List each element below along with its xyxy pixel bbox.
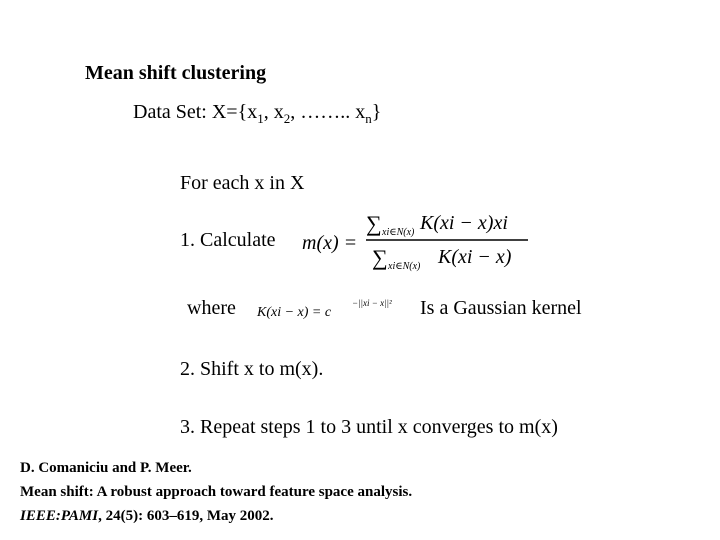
gaussian-kernel-formula: [256, 294, 408, 324]
reference-volume-date: , 24(5): 603–619, May 2002.: [98, 508, 274, 524]
for-each-line: For each x in X: [180, 172, 305, 194]
formula-numerator: K(xi − x)xi: [420, 212, 508, 234]
mean-shift-formula: [300, 203, 530, 277]
kernel-exponent: −||xi − x||²: [352, 298, 392, 308]
reference-authors: D. Comaniciu and P. Meer.: [20, 460, 192, 476]
reference-journal: IEEE:PAMI: [20, 508, 99, 524]
denominator-sum-index: xi∈N(x): [388, 261, 421, 272]
where-label: where: [187, 297, 236, 319]
formula-lhs: m(x) =: [302, 232, 358, 254]
slide-title: Mean shift clustering: [85, 62, 267, 84]
numerator-sum-index: xi∈N(x): [382, 227, 415, 238]
step-3-label: 3. Repeat steps 1 to 3 until x converges to m(x): [180, 416, 558, 438]
denominator-sigma: ∑: [372, 245, 388, 270]
kernel-expression: K(xi − x) = c: [257, 305, 332, 320]
step-1-label: 1. Calculate: [180, 229, 276, 251]
step-2-label: 2. Shift x to m(x).: [180, 358, 324, 380]
dataset-definition: Data Set: $X=\{x_1$, $x_2$, …….. $x_n$}: [133, 101, 382, 126]
numerator-sigma: ∑: [366, 211, 382, 236]
formula-denominator: K(xi − x): [438, 246, 512, 268]
reference-journal-line: [20, 508, 273, 525]
kernel-description: Is a Gaussian kernel: [420, 297, 582, 319]
reference-title: Mean shift: A robust approach toward feature space analysis.: [20, 484, 413, 500]
